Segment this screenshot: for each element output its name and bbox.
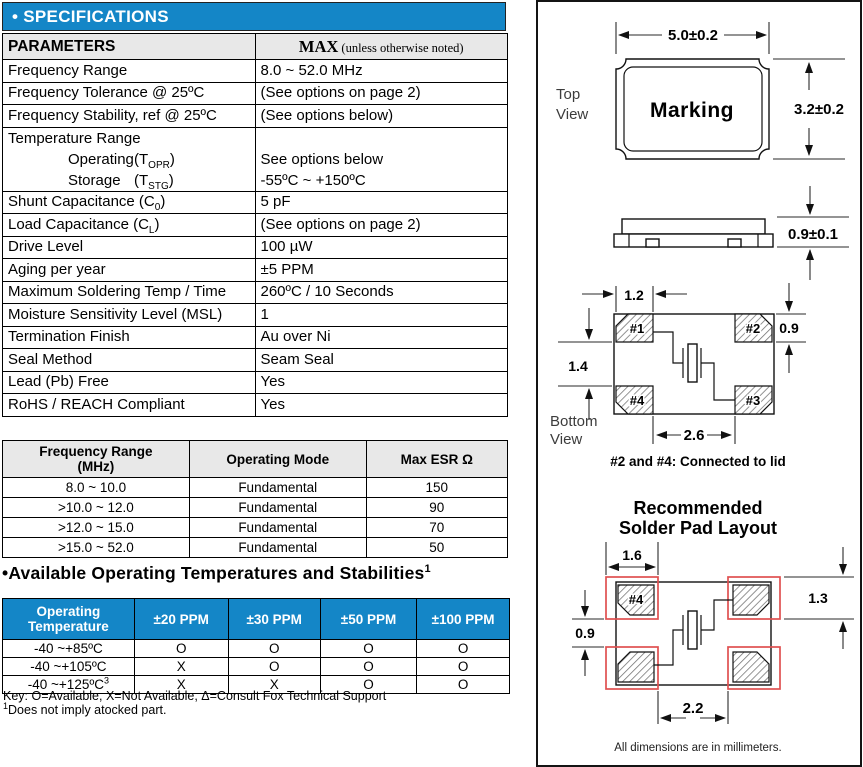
column-header: Max ESR Ω xyxy=(366,441,507,478)
pad-1-label: #1 xyxy=(629,321,645,336)
pad-2-label: #2 xyxy=(745,321,761,336)
spec-param-cell: RoHS / REACH Compliant xyxy=(3,394,256,417)
esr-table xyxy=(2,440,508,558)
spec-row xyxy=(3,349,508,372)
crystal-symbol xyxy=(688,344,697,382)
bottom-view-label: View xyxy=(550,431,583,448)
table-cell: Fundamental xyxy=(189,498,366,518)
bottom-view-diagram xyxy=(550,283,806,469)
column-header: Frequency Range (MHz) xyxy=(3,441,190,478)
spec-param-cell: Frequency Tolerance @ 25ºC xyxy=(3,82,256,105)
table-cell: O xyxy=(228,658,320,676)
max-note: (unless otherwise noted) xyxy=(338,40,464,55)
table-row xyxy=(3,478,508,498)
width-dimension: 5.0±0.2 xyxy=(668,27,718,44)
max-column-header xyxy=(255,34,508,60)
solder-layout-title: Recommended xyxy=(633,498,763,518)
pad-3-label: #3 xyxy=(745,393,761,408)
table-cell: Fundamental xyxy=(189,538,366,558)
table-cell: >10.0 ~ 12.0 xyxy=(3,498,190,518)
spec-param-cell: Lead (Pb) Free xyxy=(3,371,256,394)
table-cell: O xyxy=(417,676,510,694)
solder-pad-gap-horizontal-dimension: 2.2 xyxy=(682,700,704,717)
table-cell: 90 xyxy=(366,498,507,518)
foot-pad xyxy=(728,239,741,247)
table-cell: 8.0 ~ 10.0 xyxy=(3,478,190,498)
table-row xyxy=(3,640,510,658)
units-note: All dimensions are in millimeters. xyxy=(614,742,782,754)
solder-pad-width-dimension: 1.6 xyxy=(622,547,642,563)
spec-value-cell: Yes xyxy=(255,371,508,394)
table-cell: X xyxy=(228,676,320,694)
spec-row xyxy=(3,236,508,259)
table-cell: X xyxy=(134,676,228,694)
table-cell: O xyxy=(320,640,416,658)
top-view-diagram xyxy=(556,22,845,159)
table-cell: Fundamental xyxy=(189,478,366,498)
top-view-label: View xyxy=(556,106,589,123)
header-row xyxy=(3,441,508,478)
spec-value-cell: 100 µW xyxy=(255,236,508,259)
table-cell: O xyxy=(320,658,416,676)
lid-connection-note: #2 and #4: Connected to lid xyxy=(610,454,786,469)
spec-row xyxy=(3,304,508,327)
spec-value-cell: (See options below) xyxy=(255,105,508,128)
top-view-label: Top xyxy=(556,86,581,103)
table-row xyxy=(3,518,508,538)
specifications-table-body xyxy=(3,60,508,417)
spec-param-cell: Termination Finish xyxy=(3,326,256,349)
table-row xyxy=(3,658,510,676)
pad-4-label: #4 xyxy=(628,592,644,607)
table-cell: >12.0 ~ 15.0 xyxy=(3,518,190,538)
spec-param-cell: Load Capacitance $(C_L)$ xyxy=(3,214,256,237)
side-view-diagram xyxy=(614,186,849,280)
table-cell: O xyxy=(417,658,510,676)
header-row xyxy=(3,34,508,60)
column-header: ±100 PPM xyxy=(417,599,510,640)
table-cell: O xyxy=(417,640,510,658)
max-label: MAX xyxy=(298,36,339,56)
spec-value-cell: Seam Seal xyxy=(255,349,508,372)
esr-table-head xyxy=(3,441,508,478)
crystal-symbol xyxy=(688,611,697,649)
solder-pad-gap-vertical-dimension: 0.9 xyxy=(575,625,595,641)
column-header: Operating Temperature xyxy=(3,599,135,640)
base-profile xyxy=(614,234,773,247)
spec-row xyxy=(3,127,508,191)
pad-gap-vertical-dimension: 1.4 xyxy=(568,358,588,374)
mechanical-drawing-panel xyxy=(536,0,862,767)
spec-row xyxy=(3,82,508,105)
stability-section-title: •Available Operating Temperatures and Stabilities$^1$ xyxy=(2,563,431,583)
table-cell: O xyxy=(320,676,416,694)
stability-table-head xyxy=(3,599,510,640)
spec-value-cell: 260ºC / 10 Seconds xyxy=(255,281,508,304)
spec-value-cell: (See options on page 2) xyxy=(255,214,508,237)
spec-value-cell: Au over Ni xyxy=(255,326,508,349)
spec-param-cell: Maximum Soldering Temp / Time xyxy=(3,281,256,304)
spec-param-cell: Shunt Capacitance $(C_0)$ xyxy=(3,191,256,214)
spec-row xyxy=(3,191,508,214)
pad-4-label: #4 xyxy=(629,393,645,408)
drawing-svg xyxy=(538,2,860,765)
spec-param-cell: Moisture Sensitivity Level (MSL) xyxy=(3,304,256,327)
spec-value-cell: ±5 PPM xyxy=(255,259,508,282)
spec-row xyxy=(3,105,508,128)
availability-key: Key: O=Available, X=Not Available, Δ=Consult Fox Technical Support xyxy=(3,689,387,703)
spec-row xyxy=(3,214,508,237)
table-cell: 50 xyxy=(366,538,507,558)
spec-row xyxy=(3,259,508,282)
table-cell: O xyxy=(134,640,228,658)
spec-value-cell: See options below -55ºC ~ +150ºC xyxy=(255,127,508,191)
bottom-view-label: Bottom xyxy=(550,413,598,430)
specifications-header: • SPECIFICATIONS xyxy=(2,2,506,31)
stability-table xyxy=(2,598,510,694)
marking-text: Marking xyxy=(649,99,735,122)
table-cell: 150 xyxy=(366,478,507,498)
solder-pad-layout-diagram xyxy=(572,498,854,754)
column-header: ±30 PPM xyxy=(228,599,320,640)
table-cell: -40 ~+85ºC xyxy=(3,640,135,658)
thickness-dimension: 0.9±0.1 xyxy=(788,226,838,243)
solder-layout-title: Solder Pad Layout xyxy=(618,518,778,538)
column-header: Operating Mode xyxy=(189,441,366,478)
spec-row xyxy=(3,60,508,83)
column-header: ±20 PPM xyxy=(134,599,228,640)
spec-param-cell: Aging per year xyxy=(3,259,256,282)
specifications-table xyxy=(2,33,508,417)
pad-gap-horizontal-dimension: 2.6 xyxy=(683,427,705,444)
stability-table-body xyxy=(3,640,510,694)
table-cell: O xyxy=(228,640,320,658)
spec-row xyxy=(3,371,508,394)
spec-row xyxy=(3,281,508,304)
table-cell: >15.0 ~ 52.0 xyxy=(3,538,190,558)
footnote: $^1$Does not imply atocked part. xyxy=(3,700,167,717)
spec-param-cell: Temperature Range $Operating(T_{OPR})$ Storage $(T_{STG})$ xyxy=(3,127,256,191)
esr-table-body xyxy=(3,478,508,558)
specifications-table-head xyxy=(3,34,508,60)
spec-row xyxy=(3,394,508,417)
table-cell: 70 xyxy=(366,518,507,538)
spec-param-cell: Frequency Range xyxy=(3,60,256,83)
spec-value-cell: 1 xyxy=(255,304,508,327)
solder-pad-height-dimension: 1.3 xyxy=(808,590,828,606)
spec-value-cell: 5 pF xyxy=(255,191,508,214)
lid-profile xyxy=(622,219,765,234)
foot-pad xyxy=(646,239,659,247)
spec-param-cell: Drive Level xyxy=(3,236,256,259)
pad-height-dimension: 0.9 xyxy=(779,320,799,336)
table-cell: Fundamental xyxy=(189,518,366,538)
column-header: ±50 PPM xyxy=(320,599,416,640)
table-row xyxy=(3,538,508,558)
spec-value-cell: 8.0 ~ 52.0 MHz xyxy=(255,60,508,83)
header-row xyxy=(3,599,510,640)
table-row xyxy=(3,498,508,518)
table-cell: -40 ~+105ºC xyxy=(3,658,135,676)
pad-width-dimension: 1.2 xyxy=(624,287,644,303)
spec-param-cell: Seal Method xyxy=(3,349,256,372)
spec-value-cell: Yes xyxy=(255,394,508,417)
spec-row xyxy=(3,326,508,349)
parameters-column-header: PARAMETERS xyxy=(3,34,256,60)
spec-value-cell: (See options on page 2) xyxy=(255,82,508,105)
table-cell: X xyxy=(134,658,228,676)
spec-param-cell: Frequency Stability, ref @ 25ºC xyxy=(3,105,256,128)
table-cell: -40 ~+125ºC$^3$ xyxy=(3,676,135,694)
height-dimension: 3.2±0.2 xyxy=(794,101,844,118)
